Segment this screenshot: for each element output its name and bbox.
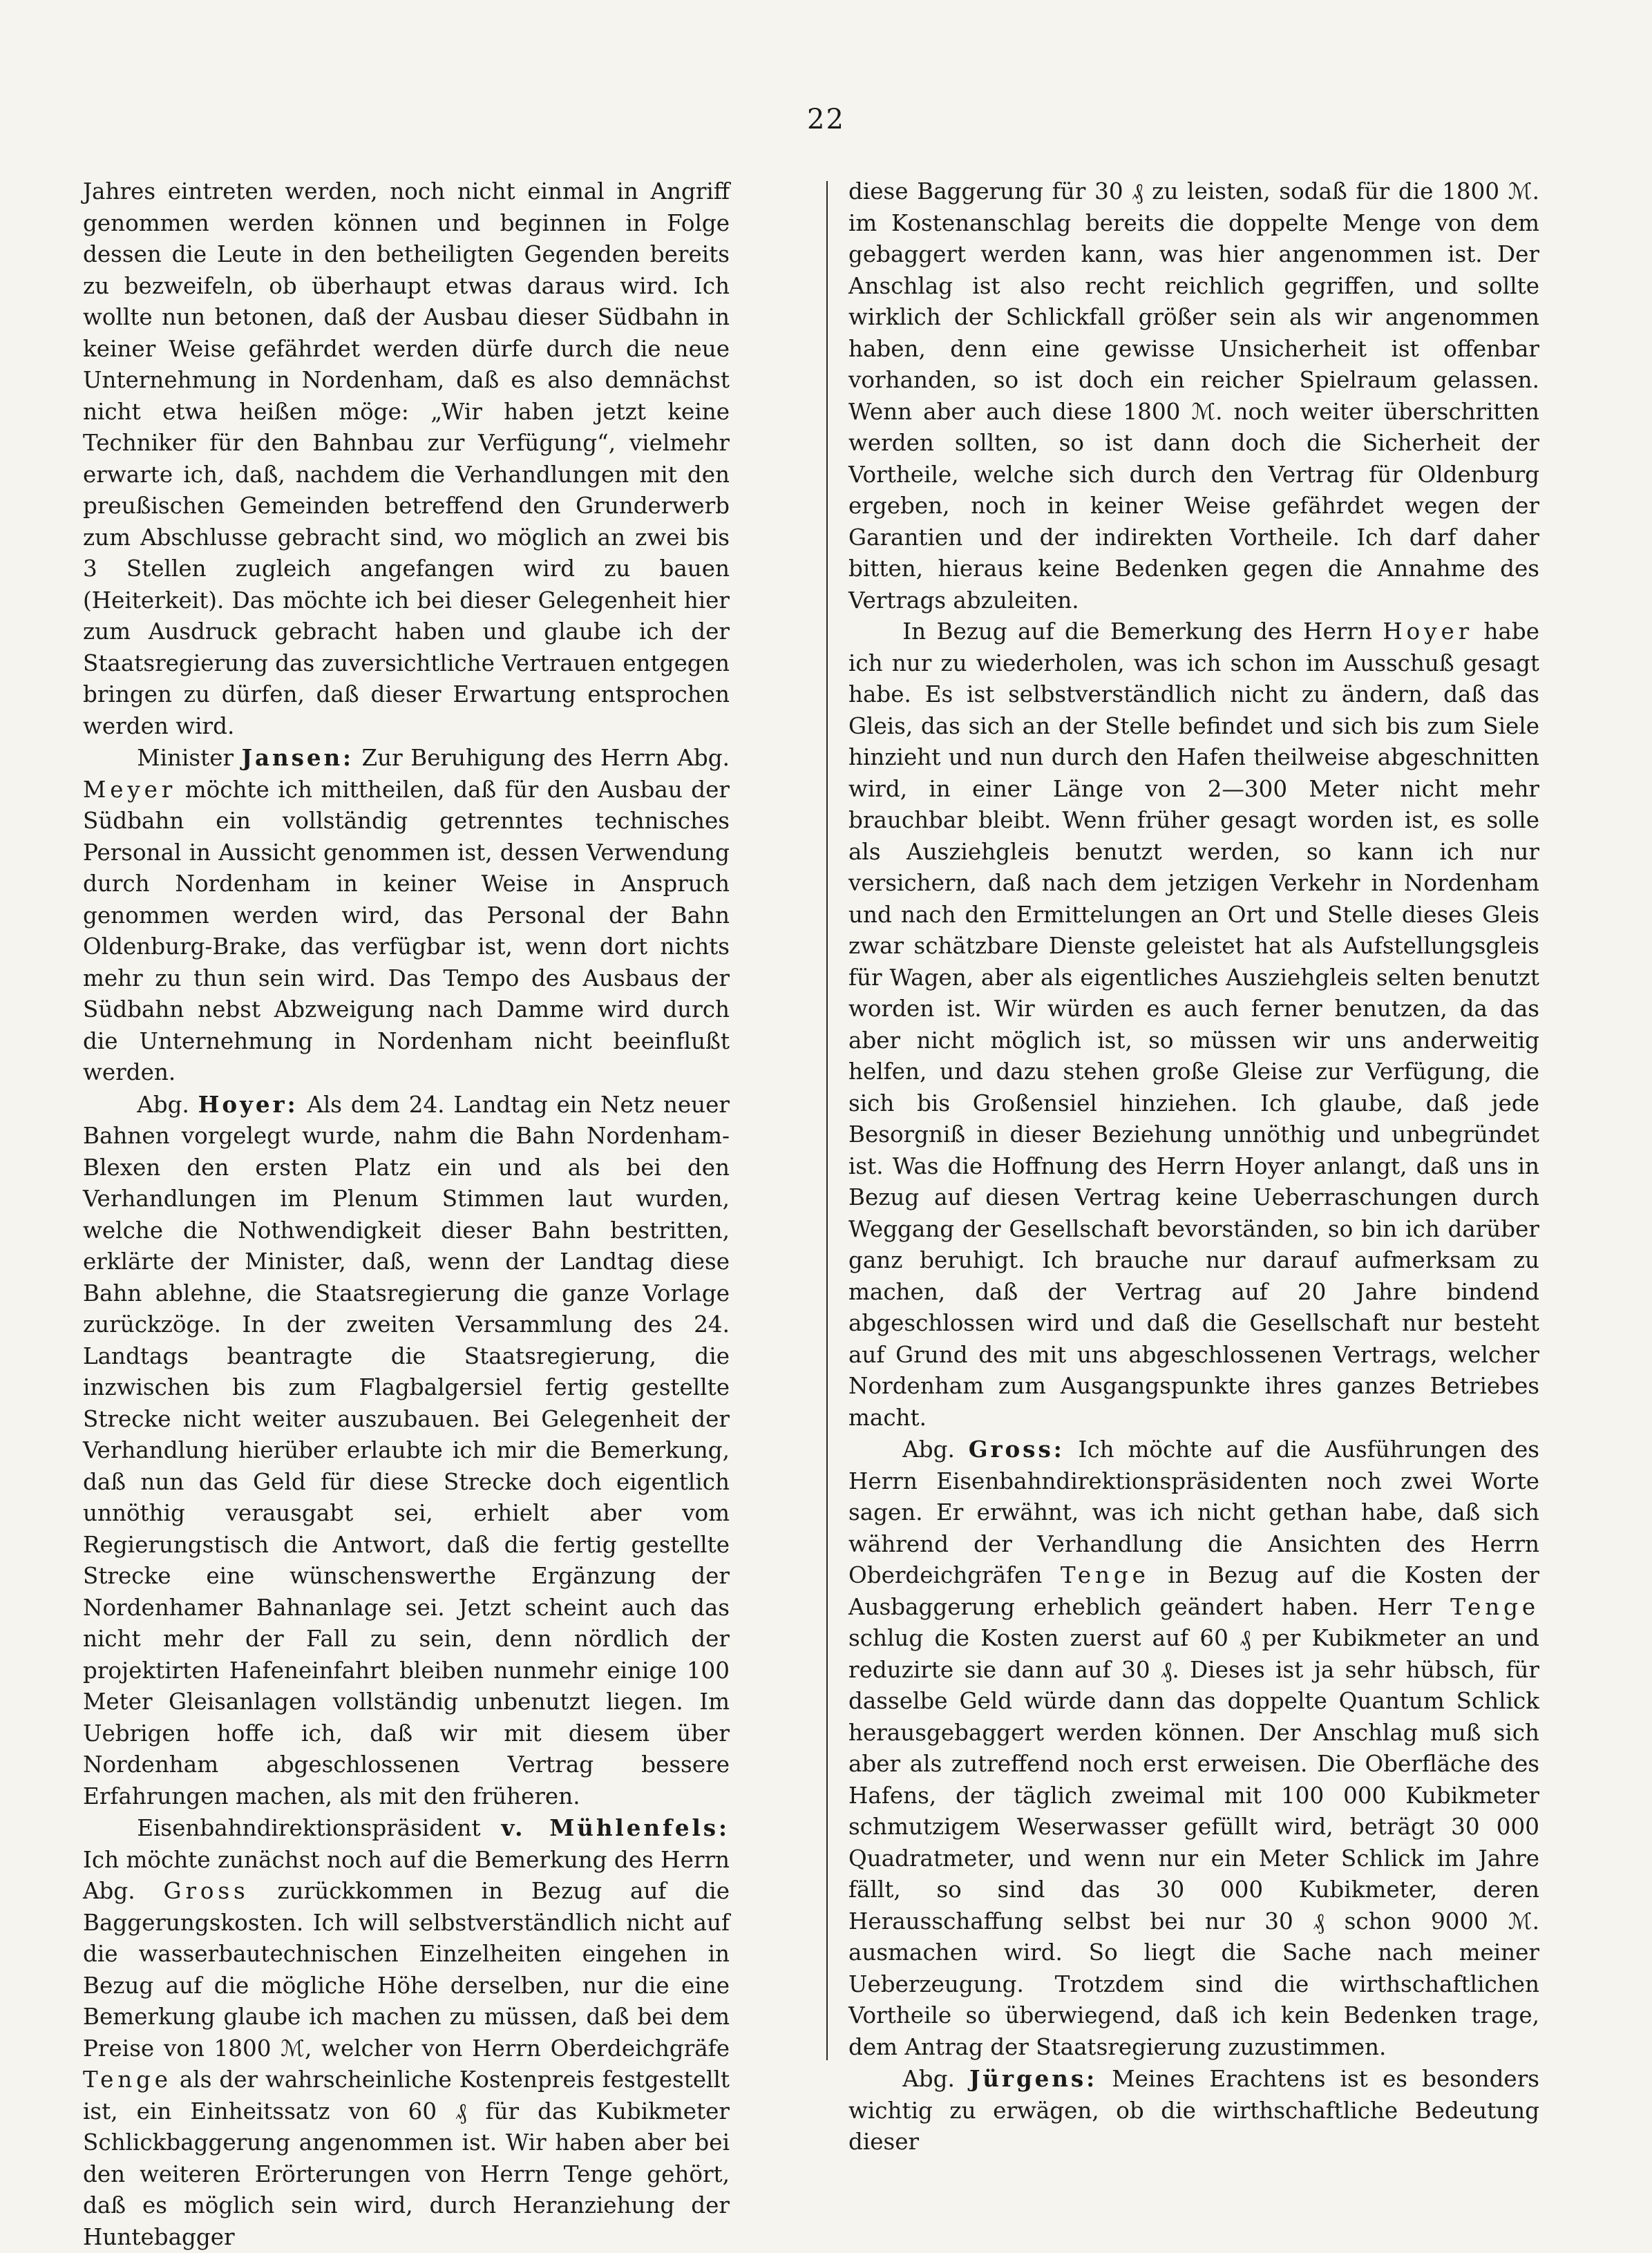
- person-name: Tenge: [1060, 1562, 1150, 1588]
- paragraph: [848, 1434, 1539, 2063]
- paragraph-text: in Bezug auf die Kosten der Ausbaggerung erheblich geändert haben. Herr: [848, 1562, 1539, 1620]
- paragraph: [848, 2063, 1539, 2158]
- person-name: Gross: [163, 1878, 249, 1904]
- speaker-name: Jürgens:: [969, 2065, 1098, 2092]
- speaker-name: Jansen:: [241, 744, 354, 771]
- paragraph-text: Ich möchte auf die Ausführungen des Herrn Eisenbahndirektionspräsidenten noch zwei Worte sagen. Er erwähnt, was ich nicht gethan habe, daß sich während der Verhandlung die Ansichten des Herrn Oberdeichgräfen: [848, 1436, 1539, 1588]
- person-name: Tenge: [83, 2066, 172, 2093]
- speaker-title: Abg.: [902, 1436, 969, 1463]
- paragraph-text: Als dem 24. Landtag ein Netz neuer Bahnen vorgelegt wurde, nahm die Bahn Nordenham-Blexen den ersten Platz ein und als bei den Verhandlungen im Plenum Stimmen laut wurden, welche die Nothwendigkeit dieser Bahn bestritten, erklärte der Minister, daß, wenn der Landtag diese Bahn ablehne, die Staatsregierung die ganze Vorlage zurückzöge. In der zweiten Versammlung des 24. Landtags beantragte die Staatsregierung, die inzwischen bis zum Flagbalgersiel fertig gestellte Strecke nicht weiter auszubauen. Bei Gelegenheit der Verhandlung hierüber erlaubte ich mir die Bemerkung, daß nun das Geld für diese Strecke doch eigentlich unnöthig verausgabt sei, erhielt aber vom Regierungstisch die Antwort, daß die fertig gestellte Strecke eine wünschenswerthe Ergänzung der Nordenhamer Bahnanlage sei. Jetzt scheint auch das nicht mehr der Fall zu sein, denn nördlich der projektirten Hafeneinfahrt bleiben nunmehr einige 100 Meter Gleisanlagen vollständig unbenutzt liegen. Im Uebrigen hoffe ich, daß wir mit diesem über Nordenham abgeschlossenen Vertrag bessere Erfahrungen machen, als mit den früheren.: [83, 1091, 730, 1809]
- person-name: Meyer: [83, 776, 177, 803]
- speaker-title: Minister: [137, 745, 242, 771]
- paragraph: diese Baggerung für 30 ₰ zu leisten, sodaß für die 1800 ℳ. im Kostenanschlag bereits die doppelte Menge von dem gebaggert werden kann, was hier angenommen ist. Der Anschlag ist also recht reichlich gegriffen, und sollte wirklich der Schlickfall größer sein als wir angenommen haben, denn eine gewisse Unsicherheit ist offenbar vorhanden, so ist doch ein reicher Spielraum gelassen. Wenn aber auch diese 1800 ℳ. noch weiter überschritten werden sollten, so ist dann doch die Sicherheit der Vortheile, welche sich durch den Vertrag für Oldenburg ergeben, noch in keiner Weise gefährdet wegen der Garantien und der indirekten Vortheile. Ich darf daher bitten, hieraus keine Bedenken gegen die Annahme des Vertrags abzuleiten.: [848, 178, 1539, 614]
- paragraph: [848, 616, 1539, 1434]
- person-name: Hoyer: [1383, 618, 1474, 645]
- person-name: Tenge: [1450, 1593, 1539, 1620]
- paragraph-text: zurückkommen in Bezug auf die Baggerungskosten. Ich will selbstverständlich nicht auf die wasserbautechnischen Einzelheiten eingehen in Bezug auf die mögliche Höhe derselben, nur die eine Bemerkung glaube ich machen zu müssen, daß bei dem Preise von 1800 ℳ, welcher von Herrn Oberdeichgräfe: [83, 1878, 730, 2062]
- paragraph-text: möchte ich mittheilen, daß für den Ausbau der Südbahn ein vollständig getrenntes technisches Personal in Aussicht genommen ist, dessen Verwendung durch Nordenham in keiner Weise in Anspruch genommen werden wird, das Personal der Bahn Oldenburg-Brake, das verfügbar ist, wenn dort nichts mehr zu thun sein wird. Das Tempo des Ausbaus der Südbahn nebst Abzweigung nach Damme wird durch die Unternehmung in Nordenham nicht beeinflußt werden.: [83, 776, 730, 1085]
- speaker-title: Abg.: [902, 2066, 969, 2092]
- paragraph: [83, 1812, 730, 2253]
- paragraph-text: In Bezug auf die Bemerkung des Herrn: [902, 618, 1383, 645]
- paragraph: [83, 1089, 730, 1813]
- speaker-title: Eisenbahndirektionspräsident: [137, 1815, 502, 1841]
- paragraph-text: Meines Erachtens ist es besonders wichtig zu erwägen, ob die wirthschaftliche Bedeutung dieser: [848, 2066, 1539, 2155]
- speaker-name: v. Mühlenfels:: [501, 1814, 730, 1841]
- paragraph-text: habe ich nur zu wiederholen, was ich schon im Ausschuß gesagt habe. Es ist selbstverständlich nicht zu ändern, daß das Gleis, das sich an der Stelle befindet und sich bis zum Siele hinzieht und nun durch den Hafen theilweise abgeschnitten wird, in einer Länge von 2—300 Meter nicht mehr brauchbar bleibt. Wenn früher gesagt worden ist, es solle als Ausziehgleis benutzt werden, so kann ich nur versichern, daß nach dem jetzigen Verkehr in Nordenham und nach den Ermittelungen an Ort und Stelle dieses Gleis zwar schätzbare Dienste geleistet hat als Aufstellungsgleis für Wagen, aber als eigentliches Ausziehgleis selten benutzt worden ist. Wir würden es auch ferner benutzen, da das aber nicht möglich ist, so müssen wir uns anderweitig helfen, und dazu stehen große Gleise zur Verfügung, die sich bis Großensiel hinziehen. Ich glaube, daß jede Besorgniß in dieser Beziehung unnöthig und unbegründet ist. Was die Hoffnung des Herrn Hoyer anlangt, daß uns in Bezug auf diesen Vertrag keine Ueberraschungen durch Weggang der Gesellschaft bevorständen, so bin ich darüber ganz beruhigt. Ich brauche nur darauf aufmerksam zu machen, daß der Vertrag auf 20 Jahre bindend abgeschlossen wird und daß die Gesellschaft nur besteht auf Grund des mit uns abgeschlossenen Vertrags, welcher Nordenham zum Ausgangspunkte ihres ganzes Betriebes macht.: [848, 618, 1539, 1431]
- speaker-name: Gross:: [968, 1436, 1065, 1463]
- speaker-name: Hoyer:: [198, 1090, 298, 1118]
- paragraph-text: als der wahrscheinliche Kostenpreis festgestellt ist, ein Einheitssatz von 60 ₰ für das Kubikmeter Schlickbaggerung angenommen ist. Wir haben aber bei den weiteren Erörterungen von Herrn Tenge gehört, daß es möglich sein wird, durch Heranziehung der Huntebagger: [83, 2066, 730, 2250]
- left-column: [83, 176, 730, 2253]
- column-divider: [826, 181, 828, 2060]
- right-column: [848, 176, 1539, 2158]
- speaker-title: Abg.: [137, 1091, 198, 1118]
- paragraph: Jahres eintreten werden, noch nicht einmal in Angriff genommen werden können und beginnen in Folge dessen die Leute in den betheiligten Gegenden bereits zu bezweifeln, ob überhaupt etwas daraus wird. Ich wollte nun betonen, daß der Ausbau dieser Südbahn in keiner Weise gefährdet werden dürfe durch die neue Unternehmung in Nordenham, daß es also demnächst nicht etwa heißen möge: „Wir haben jetzt keine Techniker für den Bahnbau zur Verfügung“, vielmehr erwarte ich, daß, nachdem die Verhandlungen mit den preußischen Gemeinden betreffend den Grunderwerb zum Abschlusse gebracht sind, wo möglich an zwei bis 3 Stellen zugleich angefangen wird zu bauen (Heiterkeit). Das möchte ich bei dieser Gelegenheit hier zum Ausdruck gebracht haben und glaube ich der Staatsregierung das zuversichtliche Vertrauen entgegen bringen zu dürfen, daß dieser Erwartung entsprochen werden wird.: [83, 178, 730, 739]
- page-number: 22: [807, 104, 845, 135]
- paragraph-text: schlug die Kosten zuerst auf 60 ₰ per Kubikmeter an und reduzirte sie dann auf 30 ₰. Dieses ist ja sehr hübsch, für dasselbe Geld würde dann das doppelte Quantum Schlick herausgebaggert werden können. Der Anschlag muß sich aber als zutreffend noch erst erweisen. Die Oberfläche des Hafens, der täglich zweimal mit 100 000 Kubikmeter schmutzigem Weserwasser gefüllt wird, beträgt 30 000 Quadratmeter, und wenn nur ein Meter Schlick im Jahre fällt, so sind das 30 000 Kubikmeter, deren Herausschaffung selbst bei nur 30 ₰ schon 9000 ℳ. ausmachen wird. So liegt die Sache nach meiner Ueberzeugung. Trotzdem sind die wirthschaftlichen Vortheile so überwiegend, daß ich kein Bedenken trage, dem Antrag der Staatsregierung zuzustimmen.: [848, 1625, 1539, 2060]
- paragraph-text: Zur Beruhigung des Herrn Abg.: [354, 745, 730, 771]
- paragraph-text: Ich möchte zunächst noch auf die Bemerkung des Herrn Abg.: [83, 1846, 730, 1904]
- paragraph: [83, 742, 730, 1089]
